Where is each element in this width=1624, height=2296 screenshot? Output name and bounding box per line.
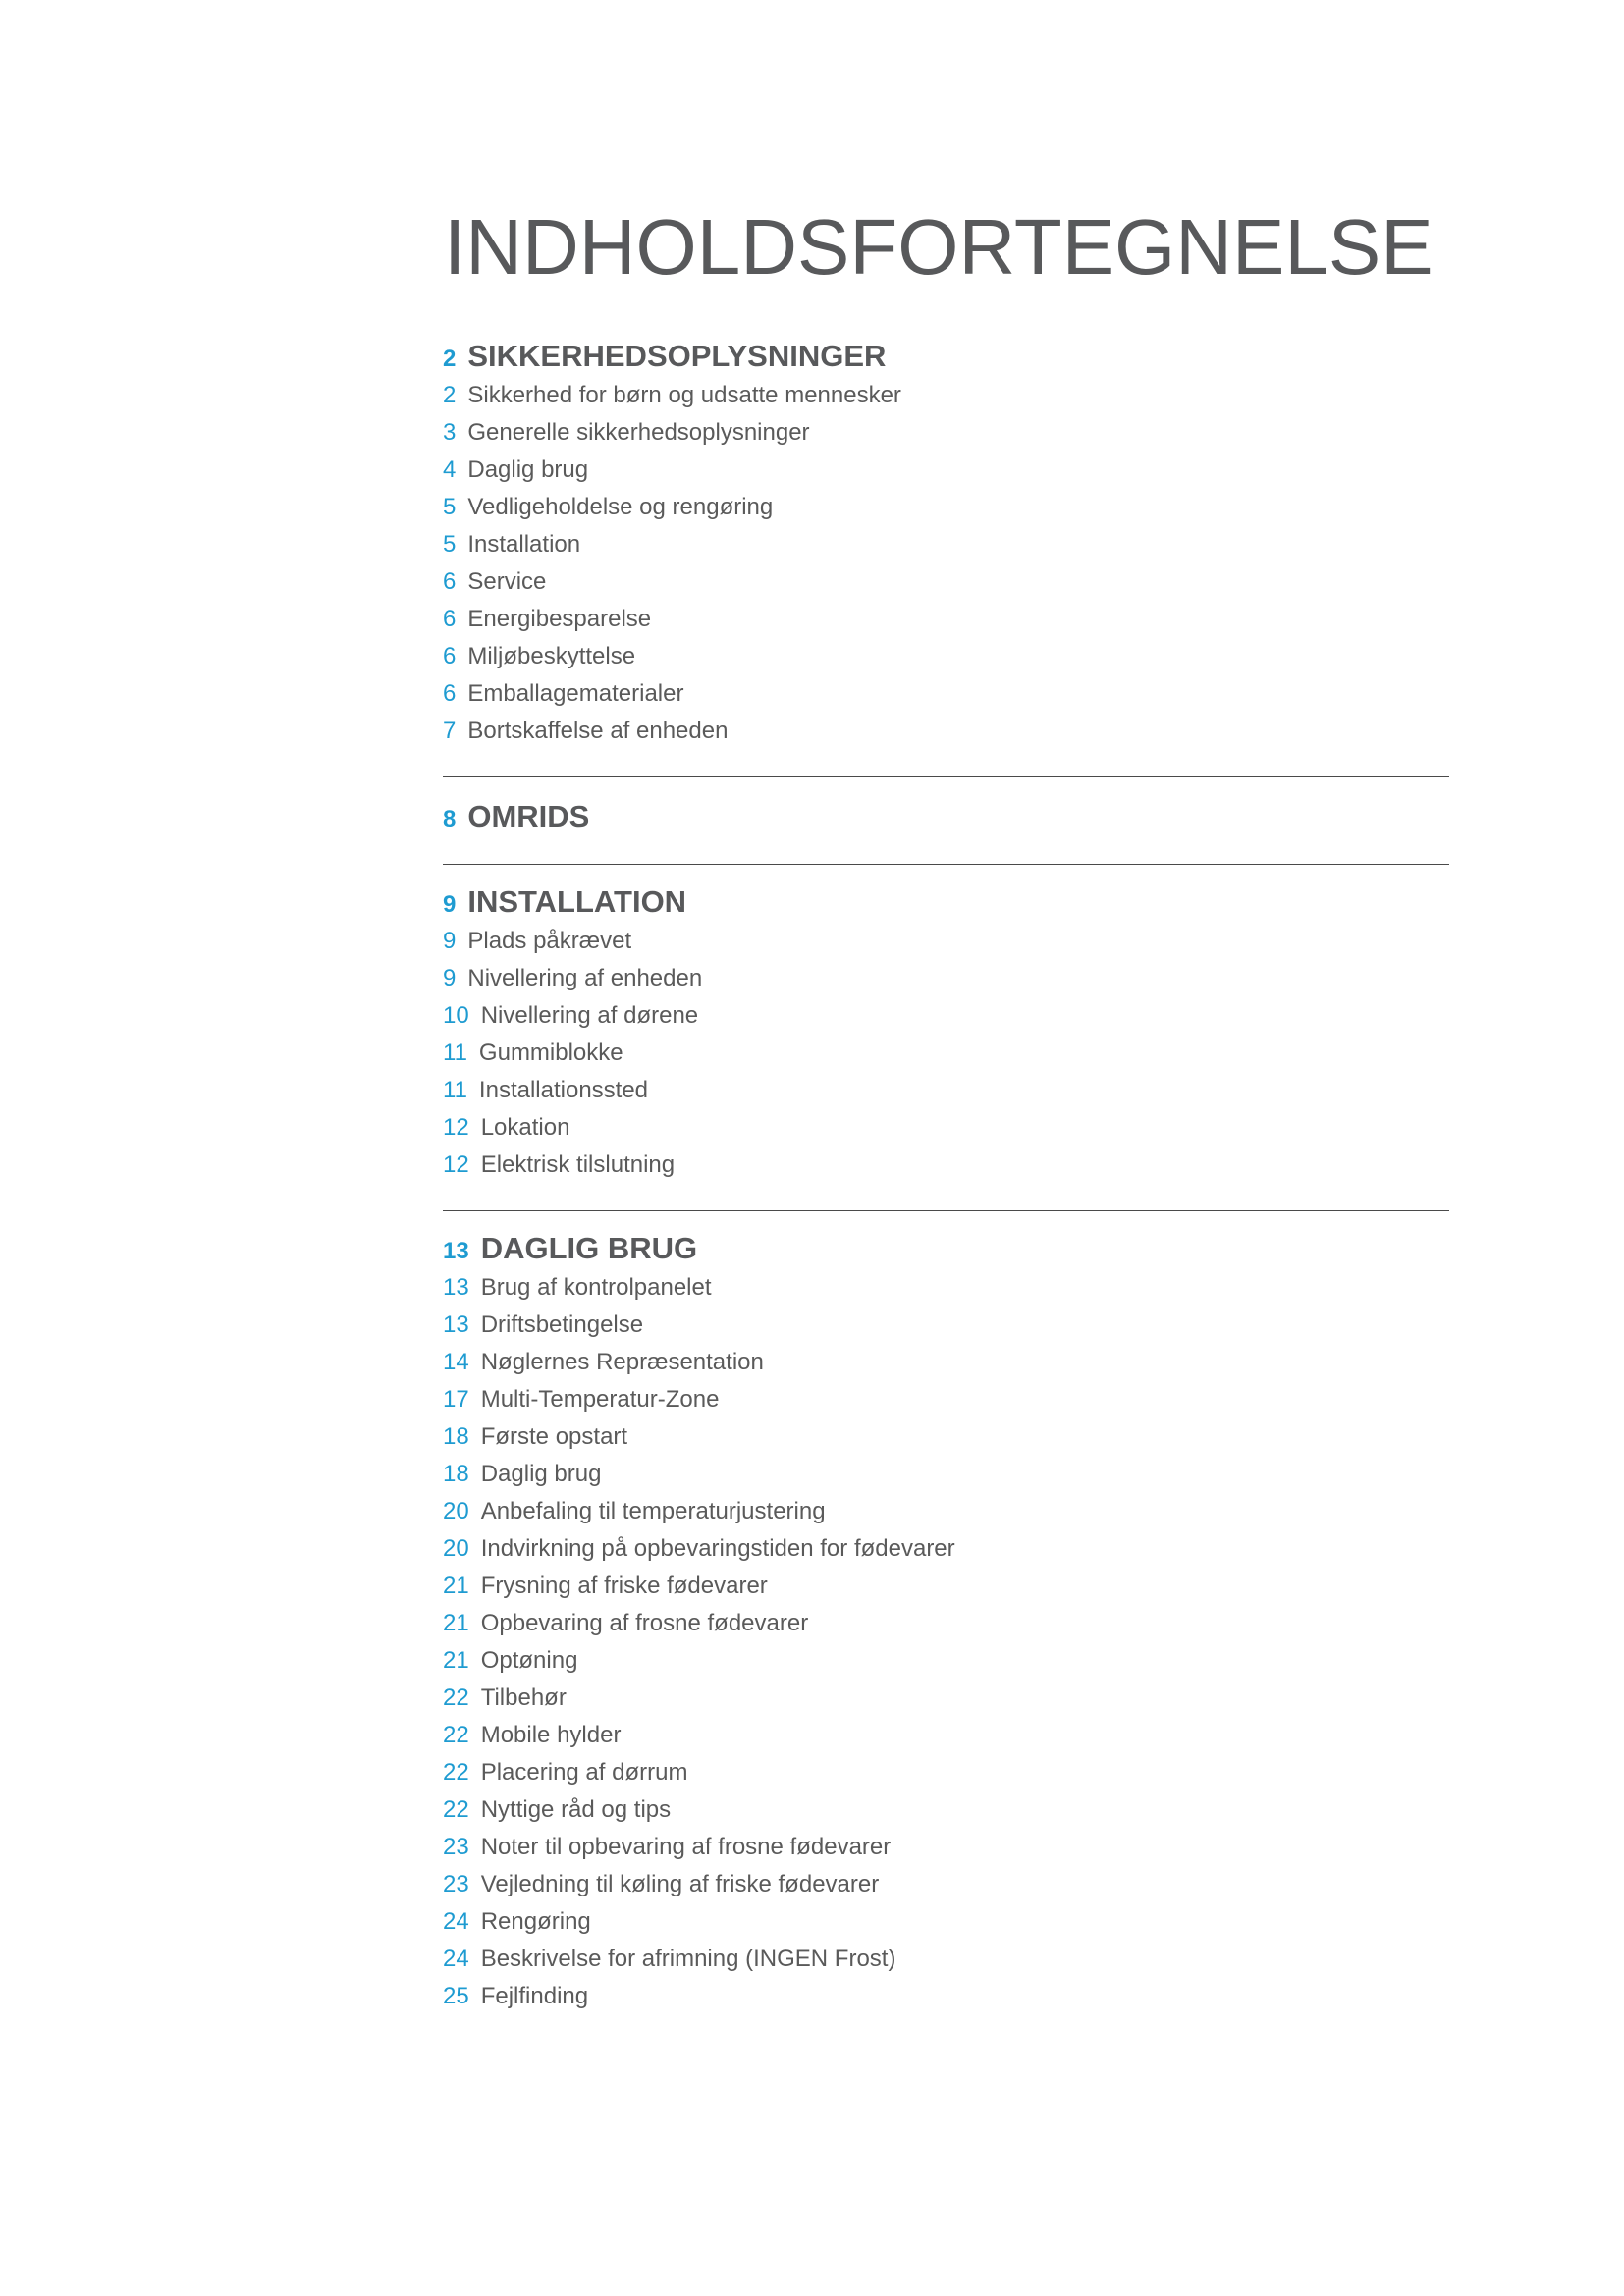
toc-entry-title: Nivellering af dørene [480,1002,699,1029]
toc-entry[interactable] [443,1684,1449,1722]
toc-entry-title: Placering af dørrum [480,1759,688,1786]
section-heading[interactable] [443,884,1449,928]
toc-page-number: 13 [443,1274,469,1301]
toc-page-number: 6 [443,606,457,632]
toc-entry[interactable] [443,1722,1449,1759]
toc-page-number: 9 [443,965,457,991]
toc-entry[interactable] [443,718,1449,755]
section-page-number: 13 [443,1238,469,1264]
toc-page-number: 23 [443,1871,469,1897]
toc-entry[interactable] [443,965,1449,1002]
toc-entry-title: Optøning [480,1647,578,1674]
toc-entry-title: Gummiblokke [478,1040,623,1066]
toc-entry[interactable] [443,1349,1449,1386]
table-of-contents [443,339,1449,2020]
toc-entry-title: Tilbehør [480,1684,567,1711]
toc-page-number: 11 [443,1077,467,1103]
toc-page-number: 22 [443,1796,469,1823]
toc-page-number: 18 [443,1461,469,1487]
toc-page-number: 22 [443,1722,469,1748]
toc-page-number: 6 [443,643,457,669]
toc-entry[interactable] [443,1040,1449,1077]
toc-entry[interactable] [443,1114,1449,1151]
toc-page-number: 2 [443,382,457,408]
toc-entry-title: Indvirkning på opbevaringstiden for fødevarer [480,1535,955,1562]
toc-entry[interactable] [443,1423,1449,1461]
toc-page-number: 3 [443,419,457,446]
toc-page-number: 24 [443,1946,469,1972]
toc-entry[interactable] [443,1535,1449,1573]
toc-entry-title: Driftsbetingelse [480,1311,644,1338]
section-title: OMRIDS [467,799,590,833]
toc-page-number: 11 [443,1040,467,1066]
toc-page-number: 13 [443,1311,469,1338]
toc-entry[interactable] [443,1274,1449,1311]
section-overview [443,799,1449,842]
toc-entry[interactable] [443,382,1449,419]
toc-entry-title: Emballagematerialer [467,680,684,707]
toc-entry-title: Energibesparelse [467,606,652,632]
section-title: INSTALLATION [467,884,687,919]
toc-entry[interactable] [443,1386,1449,1423]
toc-entry-title: Generelle sikkerhedsoplysninger [467,419,810,446]
section-page-number: 8 [443,806,457,832]
toc-entry[interactable] [443,643,1449,680]
toc-entry-title: Daglig brug [467,456,589,483]
toc-entry-title: Installationssted [478,1077,649,1103]
toc-page-number: 5 [443,531,457,558]
toc-entry[interactable] [443,1871,1449,1908]
toc-entry-title: Nøglernes Repræsentation [480,1349,764,1375]
toc-entry[interactable] [443,680,1449,718]
section-page-number: 9 [443,891,457,918]
toc-entry[interactable] [443,1834,1449,1871]
toc-entry-title: Frysning af friske fødevarer [480,1573,768,1599]
page-title: INDHOLDSFORTEGNELSE [444,203,1434,291]
toc-entry[interactable] [443,1759,1449,1796]
section-page-number: 2 [443,346,457,372]
toc-page-number: 14 [443,1349,469,1375]
toc-entry[interactable] [443,1908,1449,1946]
toc-entry-title: Brug af kontrolpanelet [480,1274,712,1301]
section-heading[interactable] [443,799,1449,842]
toc-entry-title: Elektrisk tilslutning [480,1151,676,1178]
toc-entry-title: Vejledning til køling af friske fødevarer [480,1871,880,1897]
section-divider [443,776,1449,777]
toc-entry-title: Noter til opbevaring af frosne fødevarer [480,1834,892,1860]
toc-entry-title: Installation [467,531,581,558]
toc-entry-title: Første opstart [480,1423,628,1450]
toc-entry-title: Service [467,568,547,595]
toc-page-number: 10 [443,1002,469,1029]
toc-page-number: 25 [443,1983,469,2009]
toc-page-number: 20 [443,1535,469,1562]
toc-page-number: 20 [443,1498,469,1524]
toc-entry[interactable] [443,1498,1449,1535]
toc-entry-title: Sikkerhed for børn og udsatte mennesker [467,382,901,408]
toc-entry-title: Mobile hylder [480,1722,622,1748]
toc-page-number: 22 [443,1684,469,1711]
toc-page-number: 21 [443,1647,469,1674]
toc-entry[interactable] [443,494,1449,531]
toc-entry[interactable] [443,1311,1449,1349]
toc-page-number: 18 [443,1423,469,1450]
section-title: SIKKERHEDSOPLYSNINGER [467,339,887,373]
toc-page-number: 21 [443,1573,469,1599]
toc-entry[interactable] [443,1151,1449,1189]
toc-entry[interactable] [443,928,1449,965]
toc-entry-title: Anbefaling til temperaturjustering [480,1498,826,1524]
toc-entry[interactable] [443,568,1449,606]
toc-entry[interactable] [443,1610,1449,1647]
toc-page-number: 24 [443,1908,469,1935]
toc-entry-title: Nyttige råd og tips [480,1796,672,1823]
toc-entry[interactable] [443,1461,1449,1498]
section-heading[interactable] [443,339,1449,382]
toc-entry-title: Rengøring [480,1908,591,1935]
toc-page-number: 5 [443,494,457,520]
toc-entry-title: Vedligeholdelse og rengøring [467,494,774,520]
toc-entry-title: Multi-Temperatur-Zone [480,1386,720,1413]
toc-page-number: 12 [443,1114,469,1141]
toc-page-number: 17 [443,1386,469,1413]
toc-entry-title: Fejlfinding [480,1983,589,2009]
section-title: DAGLIG BRUG [480,1231,698,1265]
toc-page-number: 22 [443,1759,469,1786]
toc-entry[interactable] [443,1983,1449,2020]
toc-page-number: 23 [443,1834,469,1860]
toc-entry-title: Nivellering af enheden [467,965,703,991]
toc-entry[interactable] [443,1946,1449,1983]
toc-page-number: 7 [443,718,457,744]
toc-entry[interactable] [443,1002,1449,1040]
toc-entry[interactable] [443,1796,1449,1834]
toc-entry-title: Lokation [480,1114,570,1141]
toc-page-number: 4 [443,456,457,483]
toc-entry[interactable] [443,606,1449,643]
toc-entry-title: Miljøbeskyttelse [467,643,636,669]
toc-entry[interactable] [443,456,1449,494]
toc-entry-title: Daglig brug [480,1461,602,1487]
toc-entry-title: Bortskaffelse af enheden [467,718,729,744]
toc-entry-title: Opbevaring af frosne fødevarer [480,1610,809,1636]
toc-entry[interactable] [443,1647,1449,1684]
toc-page-number: 6 [443,568,457,595]
section-divider [443,864,1449,865]
section-divider [443,1210,1449,1211]
section-heading[interactable] [443,1231,1449,1274]
toc-page-number: 9 [443,928,457,954]
section-safety [443,339,1449,755]
toc-page-number: 12 [443,1151,469,1178]
toc-entry-title: Beskrivelse for afrimning (INGEN Frost) [480,1946,896,1972]
toc-entry[interactable] [443,1573,1449,1610]
toc-entry[interactable] [443,419,1449,456]
toc-page-number: 6 [443,680,457,707]
toc-entry[interactable] [443,531,1449,568]
toc-entry[interactable] [443,1077,1449,1114]
section-installation [443,884,1449,1189]
toc-entry-title: Plads påkrævet [467,928,632,954]
toc-page-number: 21 [443,1610,469,1636]
section-daily-use [443,1231,1449,2020]
